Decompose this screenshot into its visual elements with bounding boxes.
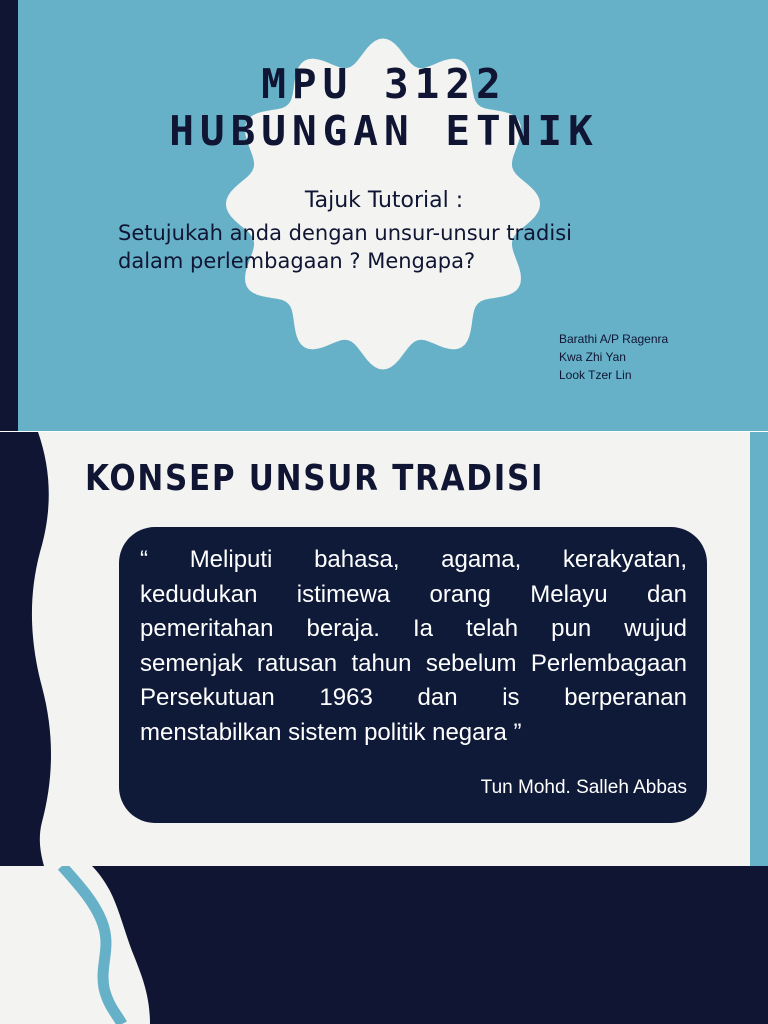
right-accent-bar (750, 432, 768, 866)
left-wave-decoration (0, 432, 60, 866)
author-name: Kwa Zhi Yan (559, 350, 626, 364)
quote-attribution: Tun Mohd. Salleh Abbas (480, 777, 687, 798)
course-code-title: MPU 3122 (261, 60, 507, 108)
quote-line: Persekutuan 1963 dan is berperanan (140, 684, 687, 711)
concept-slide (0, 432, 768, 866)
course-name-title: HUBUNGAN ETNIK (169, 107, 599, 155)
author-name: Look Tzer Lin (559, 368, 632, 382)
quote-line: semenjak ratusan tahun sebelum Perlembagaan (140, 649, 687, 677)
tutorial-question (118, 219, 658, 276)
tutorial-subheading: Tajuk Tutorial : (304, 188, 464, 213)
quote-card (119, 527, 707, 823)
quote-line: kedudukan istimewa orang Melayu dan (140, 580, 687, 608)
title-slide (0, 0, 768, 431)
section-heading: KONSEP UNSUR TRADISI (85, 458, 545, 499)
question-line: dalam perlembagaan ? Mengapa? (118, 249, 476, 274)
author-list (559, 330, 668, 384)
quote-line: pemeritahan beraja. Ia telah pun wujud (140, 615, 687, 642)
question-line: Setujukah anda dengan unsur-unsur tradisi (118, 221, 572, 245)
quote-line: menstabilkan sistem politik negara ” (140, 718, 522, 746)
quote-text (140, 543, 687, 750)
next-slide-partial (0, 866, 768, 1024)
quote-line: “ Meliputi bahasa, agama, kerakyatan, (140, 546, 687, 573)
wave-decoration (0, 866, 768, 1024)
author-name: Barathi A/P Ragenra (559, 332, 669, 346)
